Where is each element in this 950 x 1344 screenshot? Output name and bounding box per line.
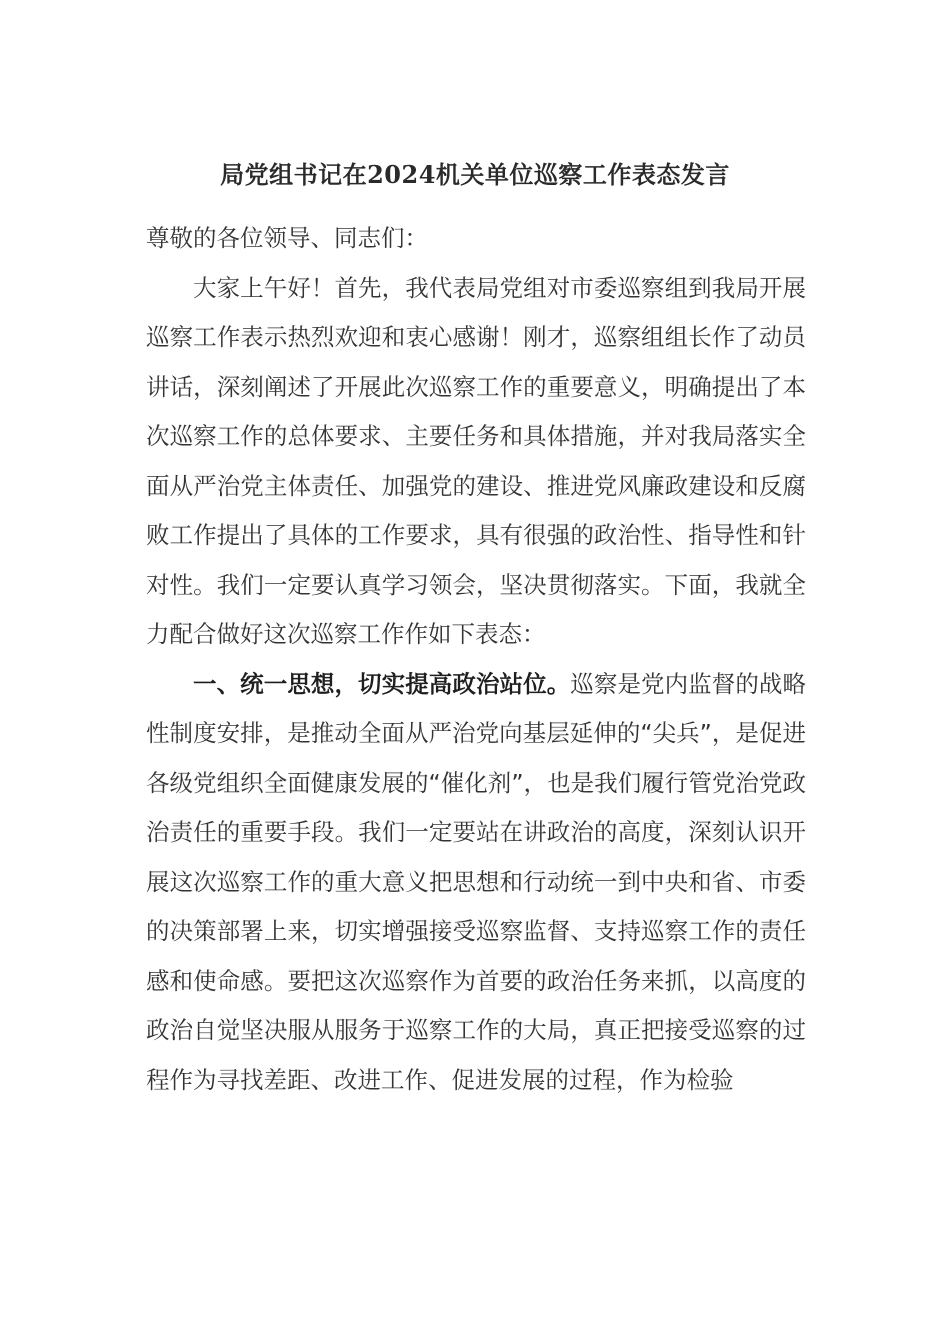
- section-1-heading: 一、统一思想，切实提高政治站位。: [193, 669, 571, 698]
- document-title: 局党组书记在2024机关单位巡察工作表态发言: [220, 160, 730, 189]
- document-body: [146, 214, 806, 1105]
- salutation: 尊敬的各位领导、同志们：: [146, 224, 428, 252]
- paragraph-section-1: [146, 660, 806, 1106]
- section-1-text: 巡察是党内监督的战略性制度安排，是推动全面从严治党向基层延伸的“尖兵”，是促进各级党组织全面健康发展的“催化剂”，也是我们履行管党治党政治责任的重要手段。我们一定要站在讲政治的高度，深刻认识开展这次巡察工作的重大意义把思想和行动统一到中央和省、市委的决策部署上来，切实增强接受巡察监督、支持巡察工作的责任感和使命感。要把这次巡察作为首要的政治任务来抓，以高度的政治自觉坚决服从服务于巡察工作的大局，真正把接受巡察的过程作为寻找差距、改进工作、促进发展的过程，作为检验: [146, 669, 807, 1094]
- paragraph-opening: 大家上午好！首先，我代表局党组对市委巡察组到我局开展巡察工作表示热烈欢迎和衷心感谢！刚才，巡察组组长作了动员讲话，深刻阐述了开展此次巡察工作的重要意义，明确提出了本次巡察工作的总体要求、主要任务和具体措施，并对我局落实全面从严治党主体责任、加强党的建设、推进党风廉政建设和反腐败工作提出了具体的工作要求，具有很强的政治性、指导性和针对性。我们一定要认真学习领会，坚决贯彻落实。下面，我就全力配合做好这次巡察工作作如下表态：: [146, 273, 806, 648]
